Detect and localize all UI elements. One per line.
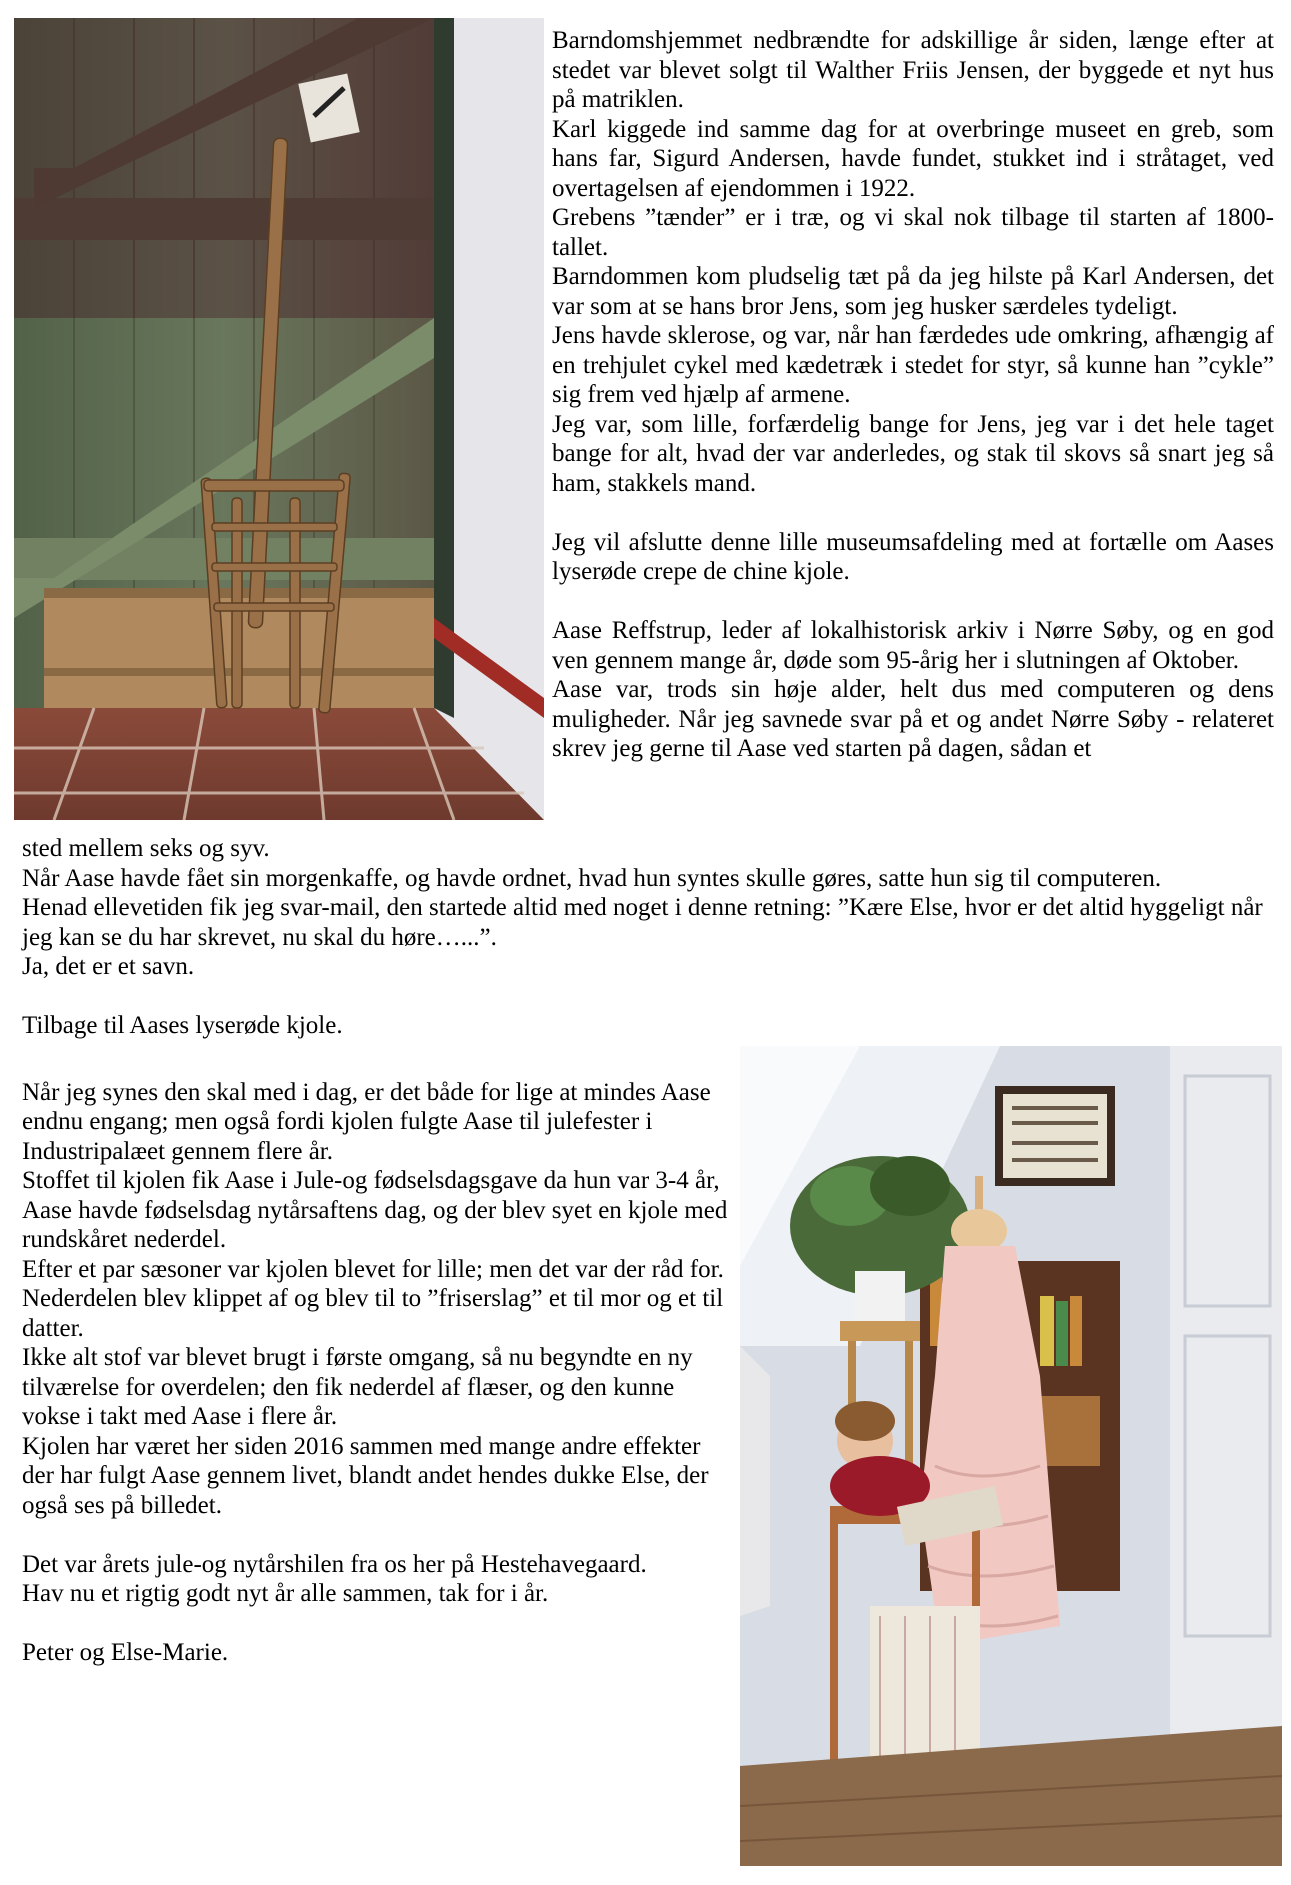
- paragraph: Barndomshjemmet nedbrændte for adskillige år siden, længe efter at stedet var blevet solgt til Walther Friis Jensen, der byggede et nyt hus på matriklen.: [552, 27, 1274, 113]
- text-column-top: [552, 26, 1274, 764]
- paragraph: Barndommen kom pludselig tæt på da jeg hilste på Karl Andersen, det var som at se hans bror Jens, som jeg husker særdeles tydeligt.: [552, 263, 1274, 320]
- paragraph-gap: [22, 982, 1274, 1012]
- paragraph-gap: [552, 587, 1274, 617]
- pink-dress-doll-photo: [740, 1046, 1282, 1866]
- paragraph: Ikke alt stof var blevet brugt i første omgang, så nu begyndte en ny tilværelse for overdelen; den fik nederdel af flæser, og den kunne vokse i takt med Aase i flere år.: [22, 1344, 693, 1430]
- paragraph: Karl kiggede ind samme dag for at overbringe museet en greb, som hans far, Sigurd Andersen, havde fundet, stukket ind i stråtaget, ved overtagelsen af ejendommen i 1922.: [552, 115, 1274, 202]
- wooden-pitchfork-photo: [14, 18, 544, 820]
- paragraph: Jeg var, som lille, forfærdelig bange for Jens, jeg var i det hele taget bange for alt, hvad der var anderledes, og stak til skovs så snart jeg så ham, stakkels mand.: [552, 410, 1274, 497]
- paragraph-gap: [22, 1609, 732, 1639]
- paragraph: Henad ellevetiden fik jeg svar-mail, den startede altid med noget i denne retning: ”Kære Else, hvor er det altid hyggeligt når jeg kan se du har skrevet, nu skal du høre…...”.: [22, 894, 1263, 951]
- paragraph: Efter et par sæsoner var kjolen blevet for lille; men det var der råd for. Nederdelen blev klippet af og blev til to ”friserslag” et til mor og et til datter.: [22, 1255, 724, 1342]
- paragraph: Stoffet til kjolen fik Aase i Jule-og fødselsdagsgave da hun var 3-4 år, Aase havde fødselsdag nytårsaftens dag, og der blev syet en kjole med rundskåret nederdel.: [22, 1167, 728, 1253]
- paragraph-gap: [552, 498, 1274, 528]
- signature-line: Peter og Else-Marie.: [22, 1639, 229, 1666]
- paragraph: Det var årets jule-og nytårshilen fra os her på Hestehavegaard.: [22, 1550, 647, 1578]
- paragraph: Jeg vil afslutte denne lille museumsafdeling med at fortælle om Aases lyserøde crepe de chine kjole.: [552, 528, 1274, 585]
- paragraph: Når Aase havde fået sin morgenkaffe, og havde ordnet, hvad hun syntes skulle gøres, satte hun sig til computeren.: [22, 864, 1162, 892]
- dress-illustration: [740, 1046, 1282, 1866]
- paragraph: Hav nu et rigtig godt nyt år alle sammen, tak for i år.: [22, 1580, 549, 1607]
- paragraph: Tilbage til Aases lyserøde kjole.: [22, 1012, 343, 1039]
- paragraph: Ja, det er et savn.: [22, 953, 195, 980]
- text-full-width: [22, 834, 1274, 1041]
- paragraph: Kjolen har været her siden 2016 sammen med mange andre effekter der har fulgt Aase gennem livet, blandt andet hendes dukke Else, der også ses på billedet.: [22, 1432, 709, 1519]
- paragraph: Jens havde sklerose, og var, når han færdedes ude omkring, afhængig af en trehjulet cykel med kædetræk i stedet for styr, så kunne han ”cykle” sig frem ved hjælp af armene.: [552, 322, 1274, 408]
- paragraph: Når jeg synes den skal med i dag, er det både for lige at mindes Aase endnu engang; men også fordi kjolen fulgte Aase til julefester i Industripalæet gennem flere år.: [22, 1078, 711, 1165]
- paragraph: Aase var, trods sin høje alder, helt dus med computeren og dens muligheder. Når jeg savnede svar på et og andet Nørre Søby - relateret skrev jeg gerne til Aase ved starten på dagen, sådan et: [552, 676, 1274, 762]
- paragraph: sted mellem seks og syv.: [22, 835, 270, 862]
- paragraph: Grebens ”tænder” er i træ, og vi skal nok tilbage til starten af 1800-tallet.: [552, 204, 1274, 261]
- paragraph-gap: [22, 1048, 732, 1078]
- paragraph: Aase Reffstrup, leder af lokalhistorisk arkiv i Nørre Søby, og en god ven gennem mange år, døde som 95-årig her i slutningen af Oktober.: [552, 617, 1274, 674]
- pitchfork-illustration: [14, 18, 544, 820]
- text-column-bottom: [22, 1048, 732, 1668]
- paragraph-gap: [22, 1520, 732, 1550]
